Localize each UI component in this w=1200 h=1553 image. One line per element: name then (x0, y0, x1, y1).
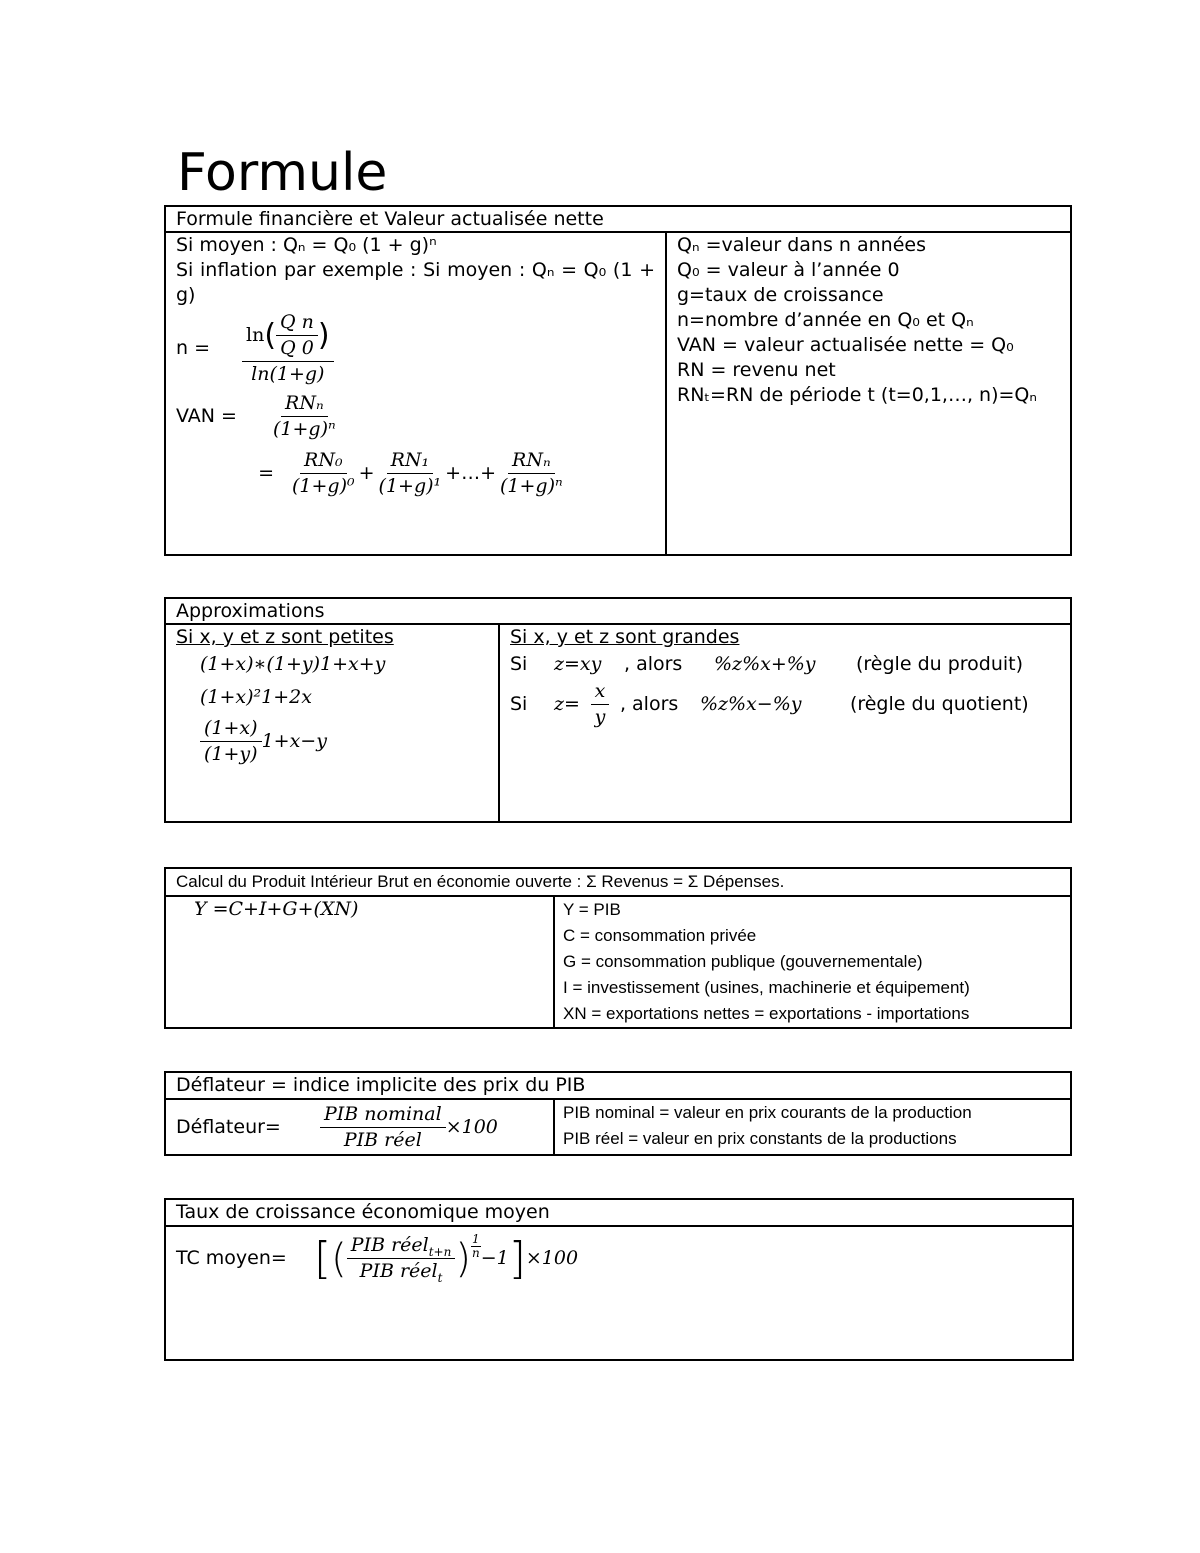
tc-fraction (347, 1233, 456, 1284)
n-formula (176, 310, 655, 387)
van-formula (176, 391, 655, 442)
small-values-cell (165, 624, 499, 822)
quotient-result: %z%x−%y (699, 693, 802, 715)
product-rule (510, 652, 1060, 677)
croissance-table (164, 1198, 1074, 1361)
def-rn: RN = revenu net (677, 359, 836, 381)
ratio-rest: 1+x−y (261, 730, 327, 752)
large-values-cell (499, 624, 1071, 822)
approx-square: (1+x)²1+2x (200, 686, 312, 708)
def-pib-reel: PIB réel = valeur en prix constants de la productions (563, 1129, 957, 1148)
quotient-rule-label: (règle du quotient) (849, 693, 1029, 715)
croissance-formula-cell (165, 1226, 1073, 1360)
tc-exp-den: n (471, 1246, 480, 1260)
alors-label-2: , alors (619, 693, 679, 715)
small-values-title: Si x, y et z sont petites (176, 626, 394, 648)
def-g: g=taux de croissance (677, 284, 884, 306)
tc-times: ×100 (525, 1247, 579, 1269)
sum-term-0-num: RN₀ (300, 448, 347, 474)
sum-term-n-num: RNₙ (508, 448, 555, 474)
quotient-denominator: y (594, 706, 606, 728)
si-label-2: Si (510, 693, 528, 715)
alors-label-1: , alors (624, 653, 683, 675)
growth-formula: Si moyen : Qₙ = Q₀ (1 + g)ⁿ (176, 234, 437, 256)
quotient-numerator: x (591, 679, 610, 705)
inflation-formula: Si inflation par exemple : Si moyen : Qₙ = Q₀ (1 + g) (176, 259, 655, 306)
tc-den-sub: t (437, 1270, 443, 1285)
deflateur-header: Déflateur = indice implicite des prix du PIB (165, 1072, 1071, 1099)
vna-table (164, 205, 1072, 556)
def-van: VAN = valeur actualisée nette = Q₀ (677, 334, 1014, 356)
tc-den: PIB réel (359, 1260, 438, 1282)
ellipsis-sign: +…+ (445, 462, 497, 484)
eq-label: = (258, 462, 274, 484)
deflateur-formula (176, 1102, 543, 1153)
approximations-table (164, 597, 1072, 823)
def-xn: XN = exportations nettes = exportations - importations (563, 1004, 970, 1023)
product-rule-label: (règle du produit) (856, 653, 1024, 675)
pib-formula: Y =C+I+G+(XN) (194, 898, 359, 920)
def-q0: Q₀ = valeur à l’année 0 (677, 259, 900, 281)
approximations-header: Approximations (165, 598, 1071, 624)
deflateur-formula-cell (165, 1099, 554, 1155)
tc-moyen-label: TC moyen= (176, 1247, 287, 1269)
pib-definitions-cell (554, 896, 1071, 1028)
quotient-formula: z= (554, 693, 580, 715)
q0-text: Q 0 (280, 337, 314, 359)
ln-denominator: ln(1+g) (251, 363, 325, 385)
product-result: %z%x+%y (714, 653, 816, 675)
tc-exponent (471, 1233, 481, 1260)
sum-term-n-den: (1+g)ⁿ (500, 475, 563, 497)
deflateur-definitions-cell (554, 1099, 1071, 1155)
tc-num: PIB réel (350, 1234, 429, 1256)
ln-label: ln (246, 324, 265, 346)
van-sum-formula (176, 448, 655, 499)
approx-ratio (176, 716, 488, 767)
deflateur-denominator: PIB réel (343, 1128, 422, 1151)
sum-term-0-den: (1+g)⁰ (292, 475, 355, 497)
def-g-public: G = consommation publique (gouvernementale) (563, 952, 923, 971)
pib-table (164, 867, 1072, 1029)
tc-exp-num: 1 (472, 1232, 480, 1246)
def-rnt: RNₜ=RN de période t (t=0,1,…, n)=Qₙ (677, 384, 1037, 406)
large-values-title: Si x, y et z sont grandes (510, 626, 740, 648)
n-label: n = (176, 337, 211, 359)
vna-table-header: Formule financière et Valeur actualisée nette (165, 206, 1071, 232)
quotient-rule (510, 679, 1060, 730)
vna-definitions-cell (666, 232, 1071, 555)
deflateur-table (164, 1071, 1072, 1156)
qn-text: Q n (276, 310, 318, 336)
def-pib-nominal: PIB nominal = valeur en prix courants de la production (563, 1103, 972, 1122)
quotient-fraction (580, 679, 620, 730)
def-qn: Qₙ =valeur dans n années (677, 234, 927, 256)
def-y: Y = PIB (563, 900, 621, 919)
plus-sign: + (358, 462, 375, 484)
vna-formulas-cell (165, 232, 666, 555)
deflateur-numerator: PIB nominal (320, 1102, 446, 1128)
def-n: n=nombre d’année en Q₀ et Qₙ (677, 309, 974, 331)
van-label: VAN = (176, 405, 237, 427)
si-label-1: Si (510, 653, 528, 675)
croissance-header: Taux de croissance économique moyen (165, 1199, 1073, 1226)
pib-header: Calcul du Produit Intérieur Brut en économie ouverte : Σ Revenus = Σ Dépenses. (165, 868, 1071, 896)
sum-term-1-den: (1+g)¹ (378, 475, 442, 497)
van-numerator: RNₙ (281, 391, 328, 417)
deflateur-times: ×100 (445, 1115, 498, 1138)
sum-term-1-num: RN₁ (387, 448, 434, 474)
van-denominator: (1+g)ⁿ (273, 418, 336, 440)
def-i: I = investissement (usines, machinerie et équipement) (563, 978, 970, 997)
tc-minus-one: −1 (480, 1247, 509, 1269)
def-c: C = consommation privée (563, 926, 757, 945)
deflateur-label: Déflateur= (176, 1115, 281, 1138)
page-title: Formule (177, 143, 388, 203)
product-formula: z=xy (554, 653, 602, 675)
tc-moyen-formula: TC moyen= [ ( $\frac{PIB réel_{t+n}}{PIB réel_t}$ ) $\frac{1}{n}$ −1 ] ×100 (176, 1232, 579, 1285)
approx-product: (1+x)∗(1+y)1+x+y (200, 653, 386, 675)
ratio-denominator: (1+y) (204, 743, 258, 765)
ratio-numerator: (1+x) (200, 716, 262, 742)
pib-formula-cell (165, 896, 554, 1028)
tc-num-sub: t+n (428, 1244, 452, 1259)
n-fraction: ln ( $\frac{\text{Q n}}{Q 0}$ ) ln(1+g) (242, 310, 334, 387)
